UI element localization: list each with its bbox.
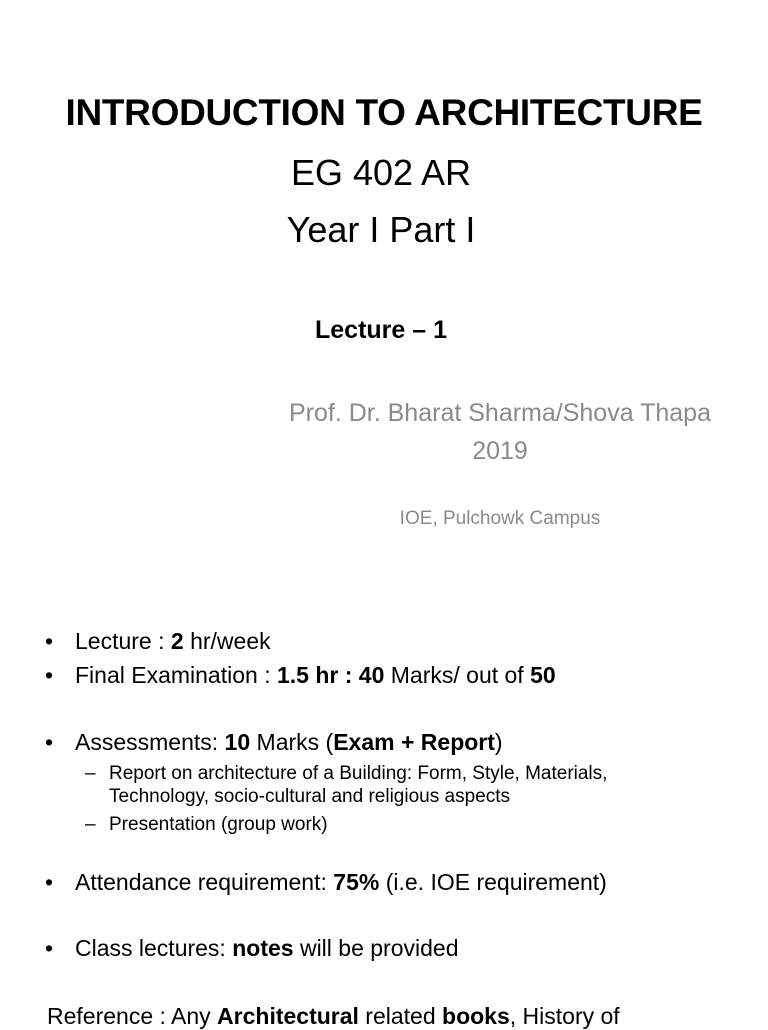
sub-bullet-presentation: – Presentation (group work) — [85, 814, 328, 835]
bullet-dot-icon: • — [45, 628, 54, 654]
slide-title: INTRODUCTION TO ARCHITECTURE — [65, 92, 703, 133]
reference-line: Reference : Any Architectural related books, History of — [47, 1003, 620, 1029]
bullet-class-lectures: • Class lectures: notes will be provided — [45, 935, 459, 961]
date: 2019 — [472, 437, 528, 465]
institution: IOE, Pulchowk Campus — [399, 508, 601, 529]
bullet-attendance: • Attendance requirement: 75% (i.e. IOE requirement) — [45, 869, 607, 895]
bullet-dot-icon: • — [45, 729, 54, 755]
sub-bullet-report: – Report on architecture of a Building: Form, Style, Materials, Technology, socio-cultural and religious aspects — [85, 763, 608, 807]
author-block — [260, 394, 740, 470]
bullet-lecture: • Lecture : 2 hr/week — [45, 628, 271, 654]
course-code: EG 402 AR — [290, 152, 472, 193]
dash-icon: – — [85, 814, 96, 835]
bullet-assessments: • Assessments: 10 Marks (Exam + Report) — [45, 729, 503, 755]
course-year: Year I Part I — [286, 209, 476, 250]
bullet-dot-icon: • — [45, 935, 54, 961]
bullet-dot-icon: • — [45, 869, 54, 895]
authors: Prof. Dr. Bharat Sharma/Shova Thapa — [289, 399, 711, 427]
bullet-dot-icon: • — [45, 662, 54, 688]
dash-icon: – — [85, 763, 96, 784]
bullet-final-exam: • Final Examination : 1.5 hr : 40 Marks/ out of 50 — [45, 662, 556, 688]
lecture-number: Lecture – 1 — [314, 316, 447, 344]
